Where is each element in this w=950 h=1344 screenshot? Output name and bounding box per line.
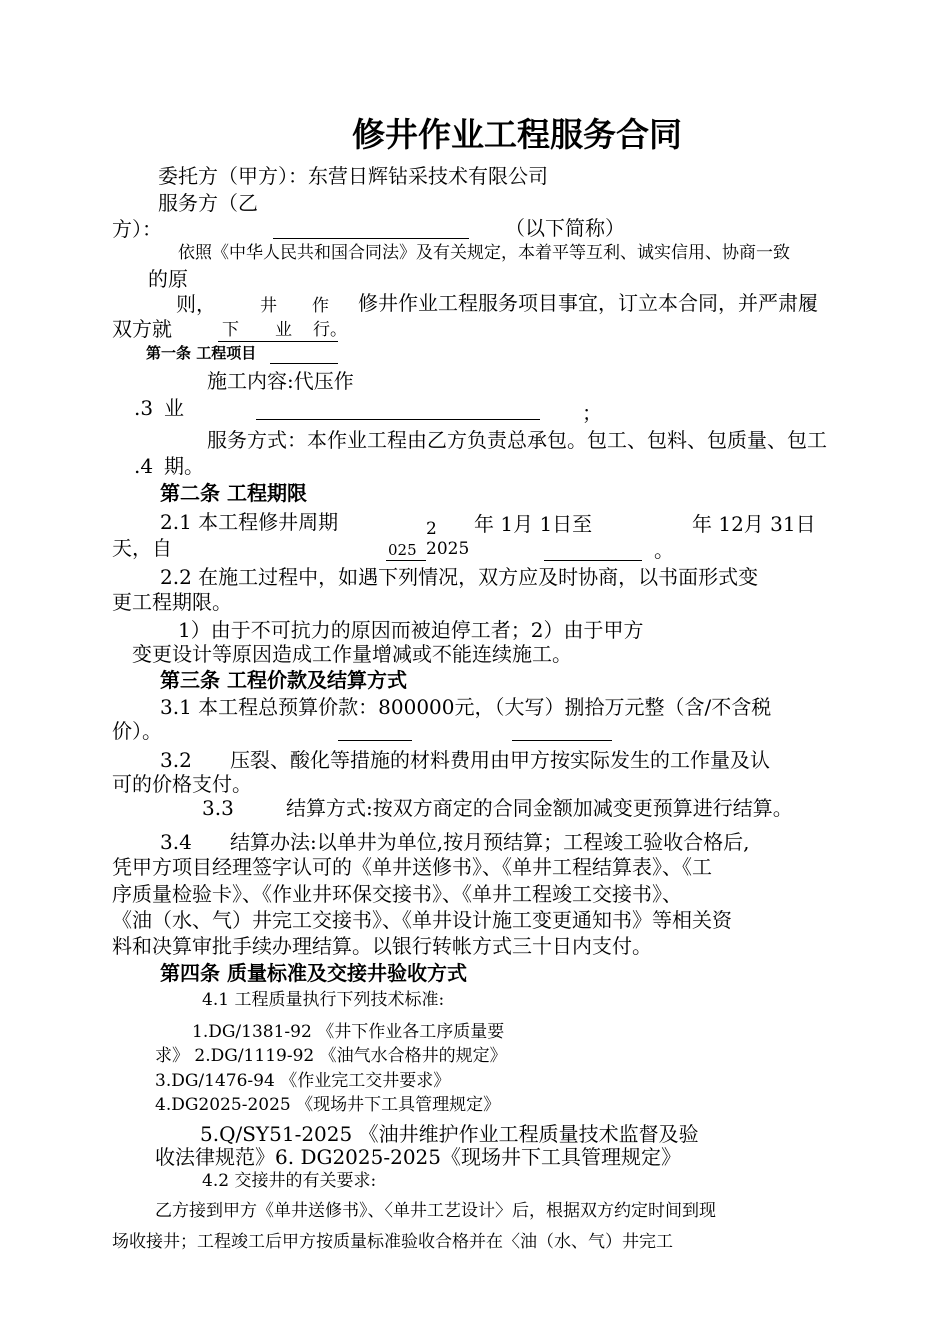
document-title: 修井作业工程服务合同: [352, 115, 682, 154]
art1-content-blank: [256, 419, 540, 420]
intro-line-3: 则，: [176, 292, 216, 316]
art2-p3-a: 1）由于不可抗力的原因而被迫停工者；2）由于甲方: [178, 618, 644, 642]
party-b-label: 服务方（乙: [158, 191, 258, 215]
art3-p2-a: 压裂、酸化等措施的材料费用由甲方按实际发生的工作量及认: [230, 748, 770, 772]
art1-content-tail: 业: [164, 396, 184, 420]
art2-year-underline: [386, 560, 426, 561]
art1-semicolon: ；: [582, 401, 602, 425]
art3-amount-blank-2: [512, 740, 612, 741]
intro-blank: [218, 341, 338, 342]
art4-standard-2: 求》 2.DG/1119-92 《油气水合格井的规定》: [155, 1046, 507, 1066]
art4-p3-b: 场收接井；工程竣工后甲方按质量标准验收合格并在〈油（水、气）井完工: [112, 1232, 673, 1252]
intro-line-5: 双方就: [112, 317, 172, 341]
intro-underline-word-2: 作: [312, 296, 329, 316]
intro-line-2: 的原: [148, 267, 188, 291]
art4-standard-1: 1.DG/1381-92 《井下作业各工序质量要: [192, 1022, 505, 1042]
art2-p2-b: 更工程期限。: [112, 590, 232, 614]
art3-p4-d: 《油（水、气）井完工交接书》、《单井设计施工变更通知书》等相关资: [112, 908, 732, 932]
art1-content-label: 施工内容:代压作: [207, 369, 354, 393]
art2-p1-e: 025: [388, 541, 417, 559]
intro-underline-word-1: 井: [260, 296, 277, 316]
art3-p2-b: 可的价格支付。: [112, 772, 252, 796]
party-a: 委托方（甲方）：东营日辉钻采技术有限公司: [158, 164, 548, 188]
art4-standard-6: 收法律规范》6. DG2025-2025《现场井下工具管理规定》: [155, 1145, 682, 1169]
art3-p1-a: 3.1 本工程总预算价款：800000元，（大写）捌拾万元整（含/不含税: [160, 695, 772, 719]
art2-p2-a: 2.2 在施工过程中，如遇下列情况，双方应及时协商，以书面形式变: [160, 565, 759, 589]
intro-line-4: 修井作业工程服务项目事宜，订立本合同，并严肃履: [358, 291, 818, 315]
party-b-blank: [273, 238, 469, 239]
art4-standard-3: 3.DG/1476-94 《作业完工交井要求》: [155, 1071, 451, 1091]
intro-line-1: 依照《中华人民共和国合同法》及有关规定，本着平等互利、诚实信用、协商一致: [178, 243, 790, 263]
art1-heading: 第一条 工程项目: [146, 344, 257, 362]
party-b-label-cont: 方）：: [112, 217, 162, 241]
art2-heading: 第二条 工程期限: [160, 481, 307, 505]
art3-p2-num: 3.2: [160, 748, 192, 772]
art3-amount-blank-1: [338, 740, 412, 741]
art2-p1-c: 年 12月 31日: [692, 512, 816, 536]
art3-p1-b: 价）。: [112, 719, 162, 743]
art4-heading: 第四条 质量标准及交接井验收方式: [160, 961, 467, 985]
art2-p1-f: 2025: [426, 539, 470, 559]
art3-p3-num: 3.3: [202, 796, 234, 820]
art3-heading: 第三条 工程价款及结算方式: [160, 668, 407, 692]
art3-p4-b: 凭甲方项目经理签字认可的《单井送修书》、《单井工程结算表》、《工: [112, 855, 712, 879]
art3-p4-c: 序质量检验卡》、《作业井环保交接书》、《单井工程竣工交接书》、: [112, 882, 682, 906]
intro-underline-word-3: 下: [222, 320, 239, 340]
art3-p4-num: 3.4: [160, 830, 192, 854]
art3-p4-e: 料和决算审批手续办理结算。以银行转帐方式三十日内支付。: [112, 934, 652, 958]
art2-p1-d: 天，自: [112, 536, 172, 560]
art3-p3-a: 结算方式:按双方商定的合同金额加减变更预算进行结算。: [286, 796, 793, 820]
art2-p1-small: 2: [426, 519, 437, 539]
art2-p3-b: 变更设计等原因造成工作量增减或不能连续施工。: [132, 642, 572, 666]
art2-p1-g: 。: [654, 538, 674, 562]
art1-heading-blank: [270, 363, 338, 364]
intro-underline-word-4: 业: [275, 320, 292, 340]
intro-underline-word-5: 行。: [313, 320, 347, 340]
art1-service-mode: 服务方式：本作业工程由乙方负责总承包。包工、包料、包质量、包工: [207, 428, 827, 452]
art3-p4-a: 结算办法:以单井为单位,按月预结算；工程竣工验收合格后,: [230, 830, 750, 854]
party-b-abbr: （以下简称）: [505, 216, 625, 240]
art4-p1: 4.1 工程质量执行下列技术标准:: [202, 990, 445, 1010]
art4-p2: 4.2 交接井的有关要求:: [202, 1171, 377, 1191]
art4-p3-a: 乙方接到甲方《单井送修书》、〈单井工艺设计〉后，根据双方约定时间到现: [155, 1201, 716, 1221]
art1-num-3: .3: [134, 396, 154, 420]
art1-service-tail: 期。: [164, 454, 204, 478]
art1-num-4: .4: [134, 454, 154, 478]
art2-p1-b: 年 1月 1日至: [474, 512, 593, 536]
art4-standard-4: 4.DG2025-2025 《现场井下工具管理规定》: [155, 1095, 501, 1115]
art2-p1-a: 2.1 本工程修井周期: [160, 510, 339, 534]
art2-days-blank: [544, 560, 642, 561]
art4-standard-5: 5.Q/SY51-2025 《油井维护作业工程质量技术监督及验: [200, 1122, 699, 1146]
